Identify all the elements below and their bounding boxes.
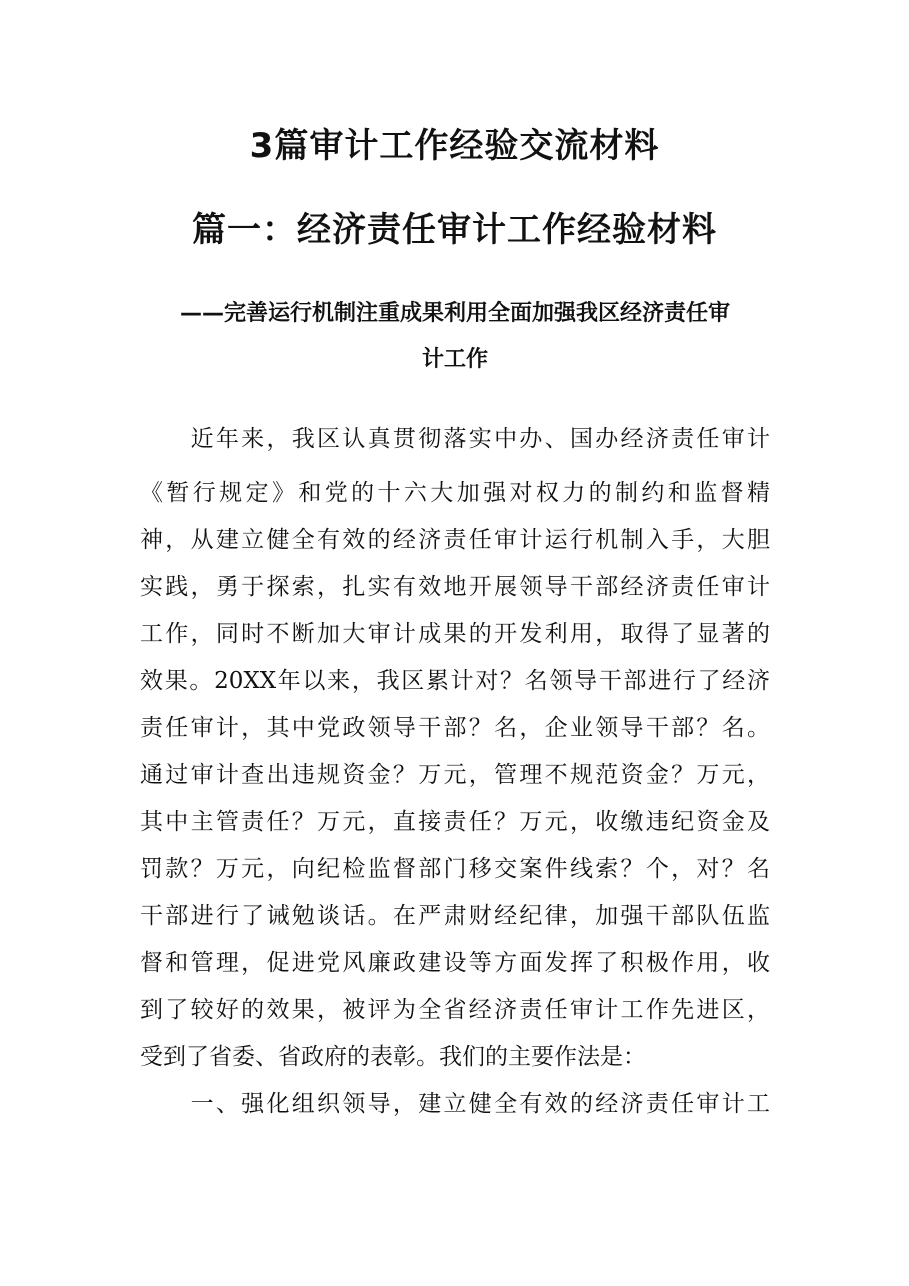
body-text-line: 到了较好的效果，被评为全省经济责任审计工作先进区， [140,997,770,1023]
body-text-line: 受到了省委、省政府的表彰。我们的主要作法是： [140,1044,646,1070]
body-text-line: 工作，同时不断加大审计成果的开发利用，取得了显著的 [140,621,770,647]
subtitle-line: ——完善运行机制注重成果利用全面加强我区经济责任审 [179,301,730,326]
body-text-line: 通过审计查出违规资金？万元，管理不规范资金？万元， [140,762,770,788]
document-title: 3篇审计工作经验交流材料 [249,126,660,166]
body-text-line: 干部进行了诫勉谈话。在严肃财经纪律，加强干部队伍监 [140,903,770,929]
body-text-line: 《暂行规定》和党的十六大加强对权力的制约和监督精 [140,480,770,506]
body-text-line: 责任审计，其中党政领导干部？名，企业领导干部？名。 [140,715,770,741]
body-text-line: 罚款？万元，向纪检监督部门移交案件线索？个，对？名 [140,856,770,882]
body-text-line: 一、强化组织领导，建立健全有效的经济责任审计工 [140,1091,770,1117]
body-text-line: 神，从建立健全有效的经济责任审计运行机制入手，大胆 [140,527,770,553]
body-text-line: 督和管理，促进党风廉政建设等方面发挥了积极作用，收 [140,950,770,976]
body-text-line: 近年来，我区认真贯彻落实中办、国办经济责任审计 [140,426,770,452]
body-text-line: 实践，勇于探索，扎实有效地开展领导干部经济责任审计 [140,574,770,600]
body-text-line: 其中主管责任？万元，直接责任？万元，收缴违纪资金及 [140,809,770,835]
subtitle-line: 计工作 [421,347,488,372]
body-text-line: 效果。20XX年以来，我区累计对？名领导干部进行了经济 [140,668,770,694]
section-title: 篇一：经济责任审计工作经验材料 [192,210,717,250]
